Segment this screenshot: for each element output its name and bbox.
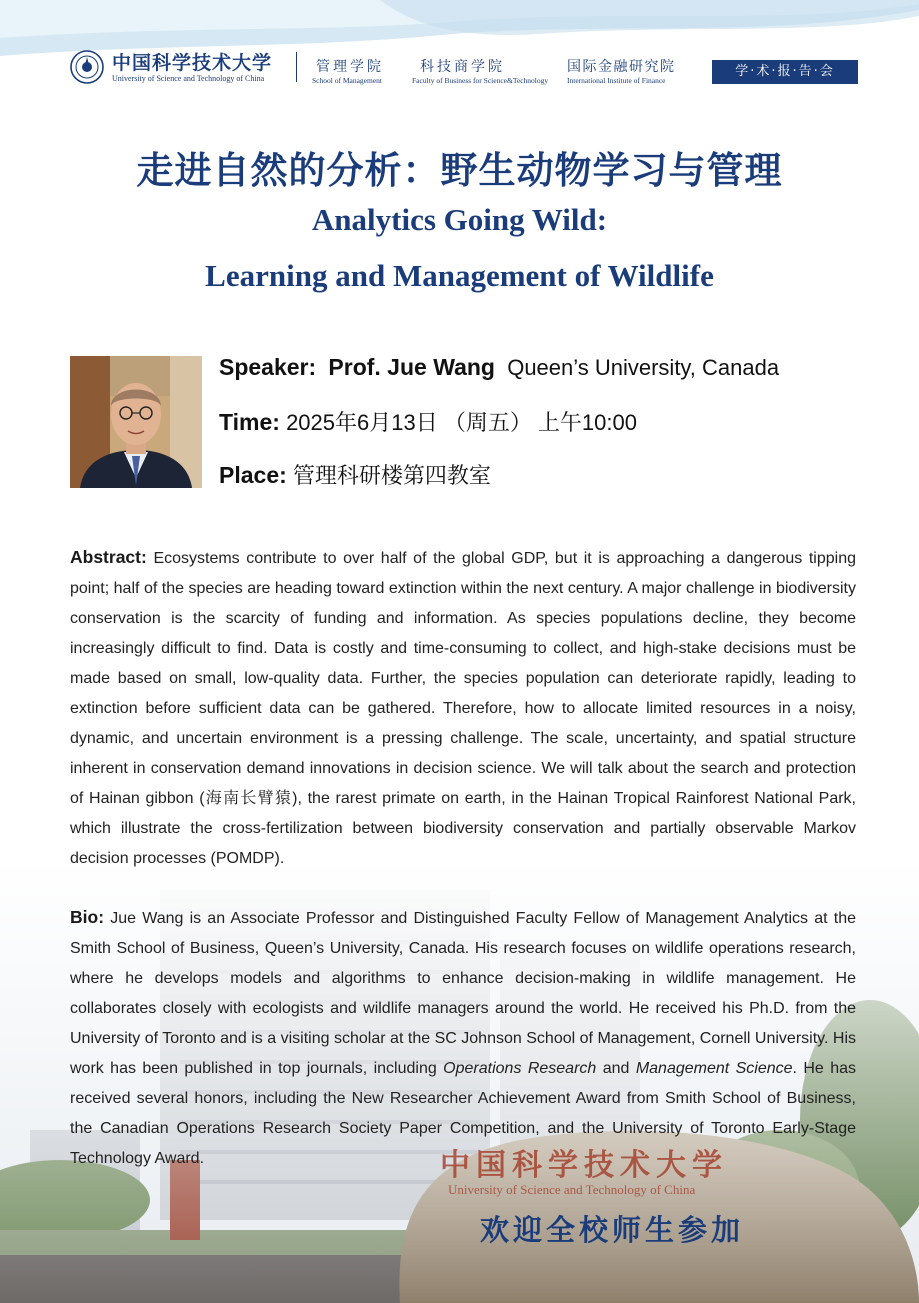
time-line bbox=[219, 406, 637, 437]
academic-talk-badge: 学·术·报·告·会 bbox=[712, 60, 858, 84]
journal-management-science: Management Science bbox=[635, 1060, 793, 1077]
stone-inscription-cn: 中国科学技术大学 bbox=[440, 1148, 728, 1183]
header-divider bbox=[296, 52, 297, 82]
bio-text-part1: Jue Wang is an Associate Professor and Distinguished Faculty Fellow of Management Analytics at the Smith School of Business, Queen’s University, Canada. His research focuses on wildlife operations research, where he develops models and algorithms to enhance decision-making in wildlife management. He collaborates closely with ecologists and wildlife managers around the world. He received his Ph.D. from the University of Toronto and is a visiting scholar at the SC Johnson School of Management, Cornell University. His work has been published in top journals, including bbox=[70, 910, 856, 1077]
ustc-seal-icon bbox=[70, 50, 104, 84]
welcome-text: 欢迎全校师生参加 bbox=[480, 1213, 745, 1247]
ustc-name-en: University of Science and Technology of China bbox=[112, 74, 265, 83]
speaker-photo bbox=[70, 356, 202, 488]
speaker-label: Speaker: bbox=[219, 354, 317, 380]
title-en-line1: Analytics Going Wild: bbox=[311, 202, 608, 237]
bio-text-and: and bbox=[596, 1060, 636, 1077]
ustc-name-cn: 中国科学技术大学 bbox=[112, 52, 273, 74]
bio-text-part2: . He has received several honors, including the New Researcher Achievement Award from Smith School of Business, the Canadian Operations Research Society Paper Competition, and the University of Toronto Early-Stage Technology Award. bbox=[70, 1060, 857, 1167]
school-management-cn: 管理学院 bbox=[316, 59, 384, 75]
time-value: 2025年6月13日 （周五） 上午10:00 bbox=[286, 410, 637, 435]
abstract-label: Abstract: bbox=[70, 547, 147, 567]
journal-operations-research: Operations Research bbox=[443, 1060, 597, 1077]
faculty-business-en: Faculty of Business for Science&Technology bbox=[412, 76, 549, 85]
time-label: Time: bbox=[219, 409, 280, 435]
stone-inscription-en: University of Science and Technology of China bbox=[448, 1182, 696, 1197]
abstract-section bbox=[70, 542, 856, 874]
institute-finance-cn: 国际金融研究院 bbox=[567, 59, 676, 75]
speaker-name: Prof. Jue Wang bbox=[328, 354, 495, 380]
institute-finance-en: International Institute of Finance bbox=[567, 76, 666, 85]
place-label: Place: bbox=[219, 462, 287, 488]
bio-label: Bio: bbox=[70, 907, 105, 927]
place-line bbox=[219, 459, 491, 490]
bio-section bbox=[70, 902, 856, 1174]
speaker-affiliation: Queen’s University, Canada bbox=[507, 355, 780, 380]
header-bar bbox=[70, 48, 860, 88]
title-cn: 走进自然的分析：野生动物学习与管理 bbox=[136, 149, 783, 192]
speaker-line bbox=[219, 354, 779, 381]
place-value: 管理科研楼第四教室 bbox=[292, 463, 491, 488]
abstract-text: Ecosystems contribute to over half of the global GDP, but it is approaching a dangerous tipping point; half of the species are heading toward extinction within the next century. A major challenge in biodiversity conservation is the scarcity of funding and information. As species populations decline, they become increasingly difficult to find. Data is costly and time-consuming to collect, and high-stake decisions must be made based on small, low-quality data. Further, the species population can deteriorate rapidly, leading to extinction before sufficient data can be gathered. Therefore, how to allocate limited resources in a noisy, dynamic, and uncertain environment is a pressing challenge. The scale, uncertainty, and spatial structure inherent in conservation demand innovations in decision science. We will talk about the search and protection of Hainan gibbon (海南长臂猿), the rarest primate on earth, in the Hainan Tropical Rainforest National Park, which illustrate the cross-fertilization between biodiversity conservation and partially observable Markov decision processes (POMDP). bbox=[70, 550, 857, 867]
faculty-business-cn: 科技商学院 bbox=[420, 59, 505, 75]
title-en-line2: Learning and Management of Wildlife bbox=[205, 258, 714, 293]
school-management-en: School of Management bbox=[312, 76, 382, 85]
